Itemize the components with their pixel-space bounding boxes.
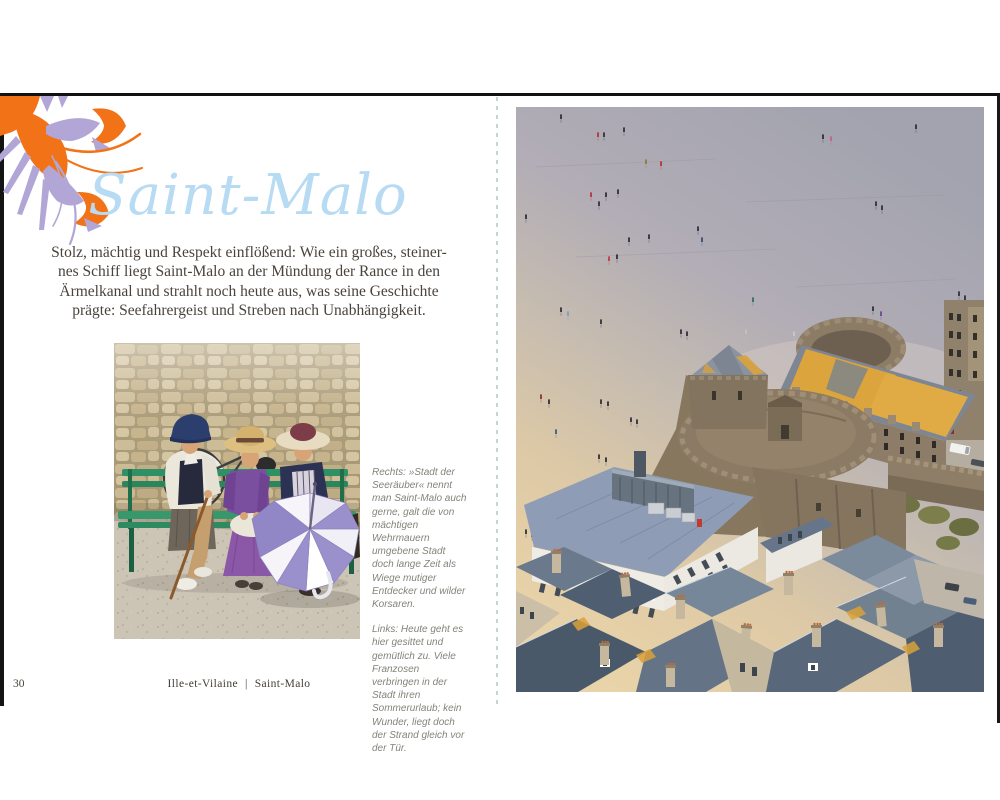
photo-caption [372,466,467,767]
aerial-photo [516,107,984,692]
page-title: Saint-Malo [88,163,408,228]
page-fold-divider [496,97,498,708]
intro-line: Ärmelkanal und strahlt noch heute aus, was seine Geschichte [59,282,439,300]
caption-links: Links: Heute geht es hier gesittet und gemütlich zu. Viele Franzosen verbringen in der Stadt ihren Sommerurlaub; kein Wunder, liegt doch der Strand gleich vor der Tür. [372,624,465,755]
caption-label: Links: [372,624,399,636]
footer-region: Ille-et-Vilaine [167,678,238,690]
intro-line: nes Schiff liegt Saint-Malo an der Mündung der Rance in den [58,263,440,281]
intro-paragraph [50,243,448,321]
intro-line: prägte: Seefahrergeist und Streben nach Unabhängigkeit. [72,302,426,320]
bench-photo [114,343,360,639]
caption-rechts: Rechts: »Stadt der Seeräuber« nennt man Saint-Malo auch gerne, galt die von mächtigen Wehrmauern umgebene Stadt doch lange Zeit als Wiege mutiger Entdecker und wilder Korsaren. [372,467,467,611]
footer-place: Saint-Malo [254,678,311,690]
footer-separator: | [245,678,248,690]
page-number: 30 [13,678,25,690]
intro-line: Stolz, mächtig und Respekt einflößend: Wie ein großes, steiner- [51,244,447,261]
caption-label: Rechts: [372,467,406,478]
running-footer [0,678,478,690]
gate-building [768,395,802,441]
